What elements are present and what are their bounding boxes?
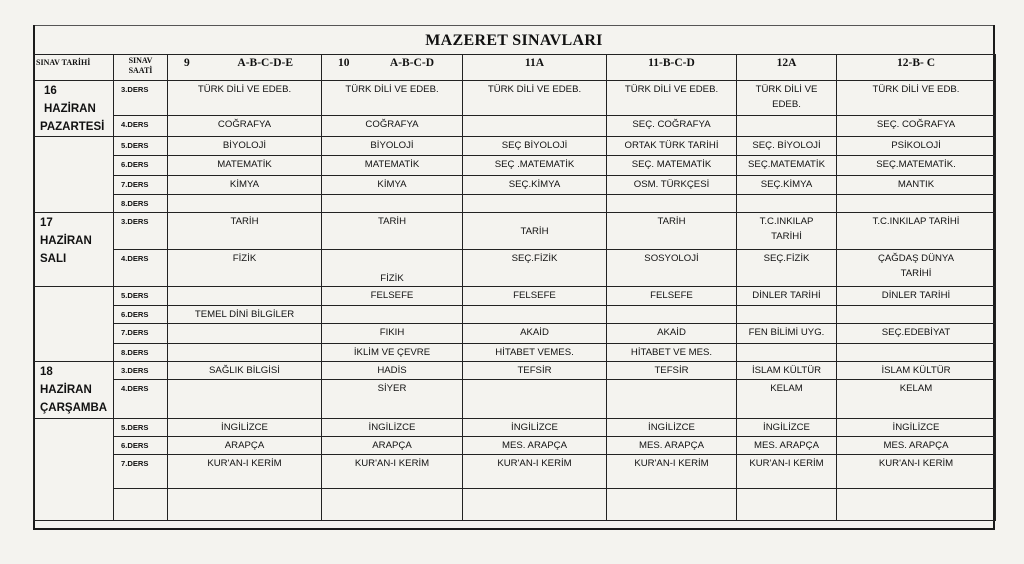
exam-cell: KUR'AN-I KERİM [463,455,607,489]
exam-cell: ORTAK TÜRK TARİHİ [607,137,737,156]
table-row [34,176,996,195]
exam-cell: ARAPÇA [322,437,463,455]
exam-cell [168,324,322,344]
table-row [34,115,996,136]
exam-cell [463,489,607,521]
exam-cell: SEÇ .MATEMATİK [463,156,607,176]
exam-cell: HİTABET VEMES. [463,344,607,362]
exam-cell [322,489,463,521]
exam-cell: MES. ARAPÇA [607,437,737,455]
exam-cell: İNGİLİZCE [837,419,996,437]
exam-cell: DİNLER TARİHİ [737,287,837,306]
table-row [34,213,996,250]
exam-cell: İNGİLİZCE [737,419,837,437]
exam-cell: SEÇ. MATEMATİK [607,156,737,176]
table-row [34,324,996,344]
header-row [34,55,996,81]
period-cell [114,489,168,521]
exam-cell: DİNLER TARİHİ [837,287,996,306]
exam-cell: BİYOLOJİ [168,137,322,156]
exam-cell: İNGİLİZCE [607,419,737,437]
exam-cell: AKAİD [607,324,737,344]
table-row [34,81,996,116]
exam-cell: KELAM [737,380,837,419]
table-row [34,344,996,362]
exam-cell [737,489,837,521]
exam-cell: COĞRAFYA [168,115,322,136]
table-row [34,455,996,489]
table-row [34,250,996,287]
exam-cell: FELSEFE [607,287,737,306]
exam-cell: KİMYA [322,176,463,195]
exam-cell: AKAİD [463,324,607,344]
exam-cell: TEMEL DİNİ BİLGİLER [168,306,322,324]
exam-cell: FELSEFE [463,287,607,306]
exam-cell: KUR'AN-I KERİM [837,455,996,489]
exam-cell [322,195,463,213]
exam-cell: KUR'AN-I KERİM [737,455,837,489]
exam-cell: SAĞLIK BİLGİSİ [168,362,322,380]
exam-cell: SEÇ.KİMYA [737,176,837,195]
exam-cell: MATEMATİK [168,156,322,176]
exam-cell [168,195,322,213]
exam-cell: İNGİLİZCE [168,419,322,437]
exam-cell [463,115,607,136]
exam-cell: COĞRAFYA [322,115,463,136]
period-cell: 7.DERS [114,455,168,489]
exam-cell: TÜRK DİLİ VE EDEB. [737,81,837,116]
period-cell: 3.DERS [114,362,168,380]
exam-cell [607,306,737,324]
exam-cell [607,195,737,213]
exam-cell [463,306,607,324]
header-grade-9: 9 A-B-C-D-E [168,55,322,81]
exam-cell: TÜRK DİLİ VE EDEB. [168,81,322,116]
exam-cell: İNGİLİZCE [322,419,463,437]
exam-cell [737,115,837,136]
table-row [34,380,996,419]
exam-cell: FİZİK [322,250,463,287]
period-cell: 5.DERS [114,137,168,156]
header-grade-12a: 12A [737,55,837,81]
exam-cell: T.C.INKILAP TARİHİ [737,213,837,250]
exam-cell: MES. ARAPÇA [737,437,837,455]
exam-cell: TÜRK DİLİ VE EDEB. [607,81,737,116]
exam-cell: KUR'AN-I KERİM [607,455,737,489]
exam-cell: TÜRK DİLİ VE EDEB. [322,81,463,116]
period-cell: 8.DERS [114,344,168,362]
header-grade-11a: 11A [463,55,607,81]
exam-cell: TEFSİR [607,362,737,380]
period-cell: 3.DERS [114,213,168,250]
exam-cell: PSİKOLOJİ [837,137,996,156]
header-grade-12bc: 12-B- C [837,55,996,81]
exam-cell: KELAM [837,380,996,419]
exam-cell [837,344,996,362]
exam-cell: SEÇ.MATEMATİK [737,156,837,176]
exam-cell: MES. ARAPÇA [463,437,607,455]
exam-cell: SEÇ. COĞRAFYA [837,115,996,136]
table-row [34,306,996,324]
exam-cell [463,380,607,419]
exam-cell [607,489,737,521]
exam-cell: FİZİK [168,250,322,287]
exam-cell: TÜRK DİLİ VE EDB. [837,81,996,116]
period-cell: 4.DERS [114,250,168,287]
day-cell: 16 HAZİRAN PAZARTESİ [34,81,114,137]
exam-cell [168,344,322,362]
exam-cell [168,380,322,419]
exam-cell: SEÇ.MATEMATİK. [837,156,996,176]
exam-cell: HİTABET VE MES. [607,344,737,362]
exam-cell [737,306,837,324]
exam-cell: TARİH [463,213,607,250]
period-cell: 6.DERS [114,437,168,455]
period-cell: 4.DERS [114,380,168,419]
exam-cell: İNGİLİZCE [463,419,607,437]
exam-cell [837,195,996,213]
exam-cell: İKLİM VE ÇEVRE [322,344,463,362]
exam-cell: OSM. TÜRKÇESİ [607,176,737,195]
table-row [34,287,996,306]
exam-cell: TÜRK DİLİ VE EDEB. [463,81,607,116]
exam-cell [168,489,322,521]
exam-cell: SEÇ. BİYOLOJİ [737,137,837,156]
exam-cell: FEN BİLİMİ UYG. [737,324,837,344]
exam-cell: KİMYA [168,176,322,195]
exam-cell [837,306,996,324]
exam-cell: TARİH [322,213,463,250]
day-cell: 17 HAZİRAN SALI [34,213,114,287]
exam-cell: SEÇ. COĞRAFYA [607,115,737,136]
exam-cell: SEÇ.FİZİK [737,250,837,287]
period-cell: 4.DERS [114,115,168,136]
table-row [34,419,996,437]
exam-cell: HADİS [322,362,463,380]
exam-cell [322,306,463,324]
exam-cell: SEÇ.EDEBİYAT [837,324,996,344]
exam-cell: T.C.INKILAP TARİHİ [837,213,996,250]
exam-cell: TARİH [168,213,322,250]
page-title: MAZERET SINAVLARI [425,32,603,49]
header-date: SINAV TARİHİ [34,55,114,81]
period-cell: 5.DERS [114,419,168,437]
exam-cell [168,287,322,306]
exam-cell [463,195,607,213]
day-cell-empty [34,419,114,521]
exam-cell: TARİH [607,213,737,250]
header-period: SINAV SAATİ [114,55,168,81]
exam-cell: ÇAĞDAŞ DÜNYA TARİHİ [837,250,996,287]
header-grade-11bcd: 11-B-C-D [607,55,737,81]
exam-cell: MANTIK [837,176,996,195]
exam-cell: SEÇ BİYOLOJİ [463,137,607,156]
exam-cell: MATEMATİK [322,156,463,176]
exam-cell: İSLAM KÜLTÜR [737,362,837,380]
exam-cell: FIKIH [322,324,463,344]
period-cell: 6.DERS [114,306,168,324]
header-grade-10: 10 A-B-C-D [322,55,463,81]
exam-cell: BİYOLOJİ [322,137,463,156]
period-cell: 7.DERS [114,176,168,195]
table-row [34,195,996,213]
period-cell: 7.DERS [114,324,168,344]
exam-cell: SOSYOLOJİ [607,250,737,287]
period-cell: 5.DERS [114,287,168,306]
exam-cell: KUR'AN-I KERİM [322,455,463,489]
exam-cell: KUR'AN-I KERİM [168,455,322,489]
exam-schedule-table [33,54,996,521]
exam-cell: ARAPÇA [168,437,322,455]
exam-cell: FELSEFE [322,287,463,306]
table-row [34,489,996,521]
exam-cell [737,195,837,213]
table-row [34,437,996,455]
exam-cell: SEÇ.KİMYA [463,176,607,195]
period-cell: 8.DERS [114,195,168,213]
day-cell-empty [34,137,114,213]
exam-cell [837,489,996,521]
exam-cell: SİYER [322,380,463,419]
exam-cell [737,344,837,362]
exam-cell [607,380,737,419]
exam-cell: SEÇ.FİZİK [463,250,607,287]
exam-cell: MES. ARAPÇA [837,437,996,455]
exam-cell: TEFSİR [463,362,607,380]
day-cell-empty [34,287,114,362]
day-cell: 18 HAZİRAN ÇARŞAMBA [34,362,114,419]
exam-cell: İSLAM KÜLTÜR [837,362,996,380]
table-row [34,156,996,176]
table-row [34,137,996,156]
period-cell: 3.DERS [114,81,168,116]
period-cell: 6.DERS [114,156,168,176]
table-row [34,362,996,380]
